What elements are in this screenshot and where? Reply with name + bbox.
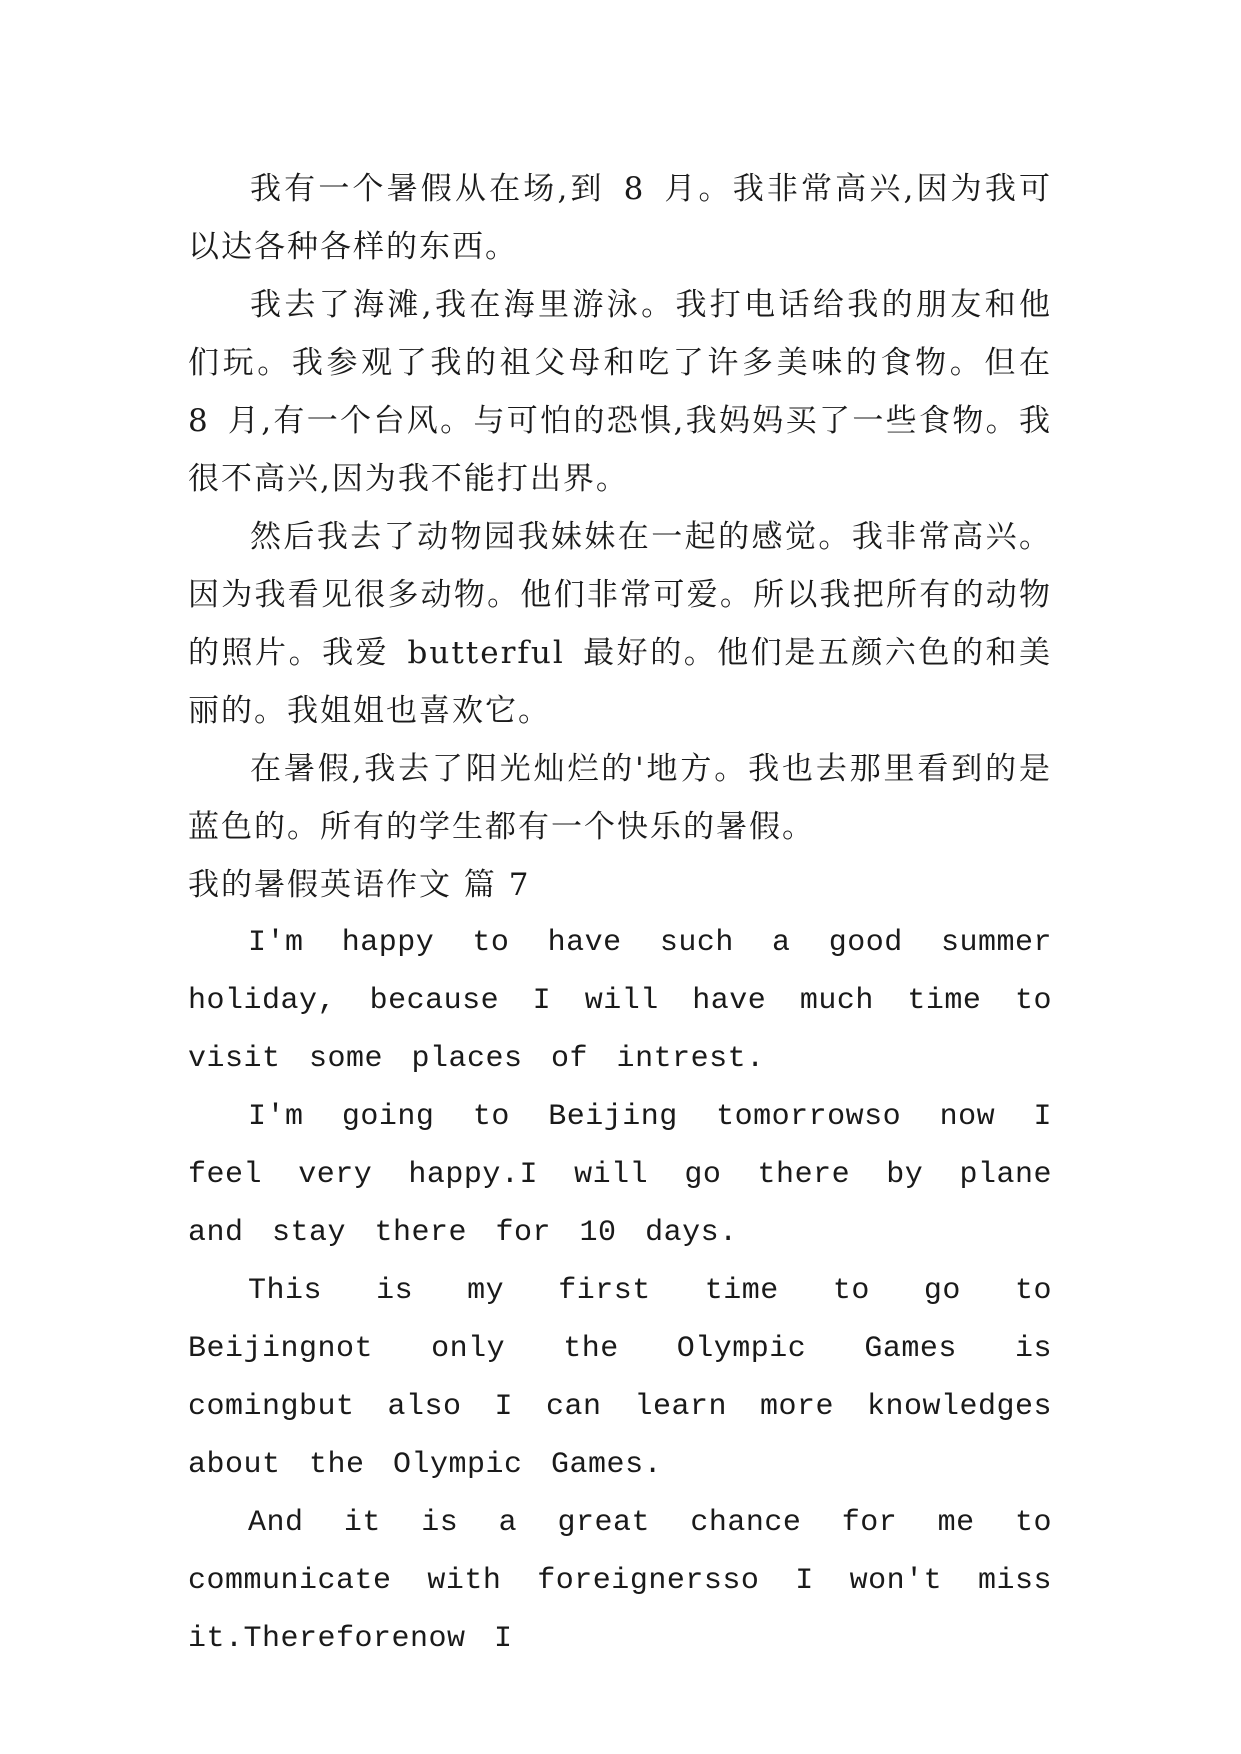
- paragraph-zh-2: 我去了海滩,我在海里游泳。我打电话给我的朋友和他们玩。我参观了我的祖父母和吃了许多美味的食物。但在 8 月,有一个台风。与可怕的恐惧,我妈妈买了一些食物。我很不高兴,因为我不能打出界。: [188, 287, 1052, 497]
- paragraph-zh-4: 在暑假,我去了阳光灿烂的'地方。我也去那里看到的是蓝色的。所有的学生都有一个快乐的暑假。: [188, 751, 1052, 845]
- paragraph-zh-3: 然后我去了动物园我妹妹在一起的感觉。我非常高兴。因为我看见很多动物。他们非常可爱。所以我把所有的动物的照片。我爱 butterful 最好的。他们是五颜六色的和美丽的。我姐姐也喜欢它。: [188, 519, 1052, 729]
- paragraph-zh-1: 我有一个暑假从在场,到 8 月。我非常高兴,因为我可以达各种各样的东西。: [188, 171, 1052, 265]
- document-body: [188, 160, 1052, 1668]
- paragraph-en-3: This is my first time to go to Beijingnot only the Olympic Games is comingbut also I can learn more knowledges about the Olympic Games.: [188, 1274, 1052, 1482]
- paragraph-en-2: I'm going to Beijing tomorrowso now I feel very happy.I will go there by plane and stay there for 10 days.: [188, 1100, 1052, 1250]
- section-heading: 我的暑假英语作文 篇 7: [188, 867, 531, 903]
- paragraph-en-4: And it is a great chance for me to communicate with foreignersso I won't miss it.Thereforenow I: [188, 1506, 1052, 1656]
- paragraph-en-1: I'm happy to have such a good summer holiday, because I will have much time to visit some places of intrest.: [188, 926, 1052, 1076]
